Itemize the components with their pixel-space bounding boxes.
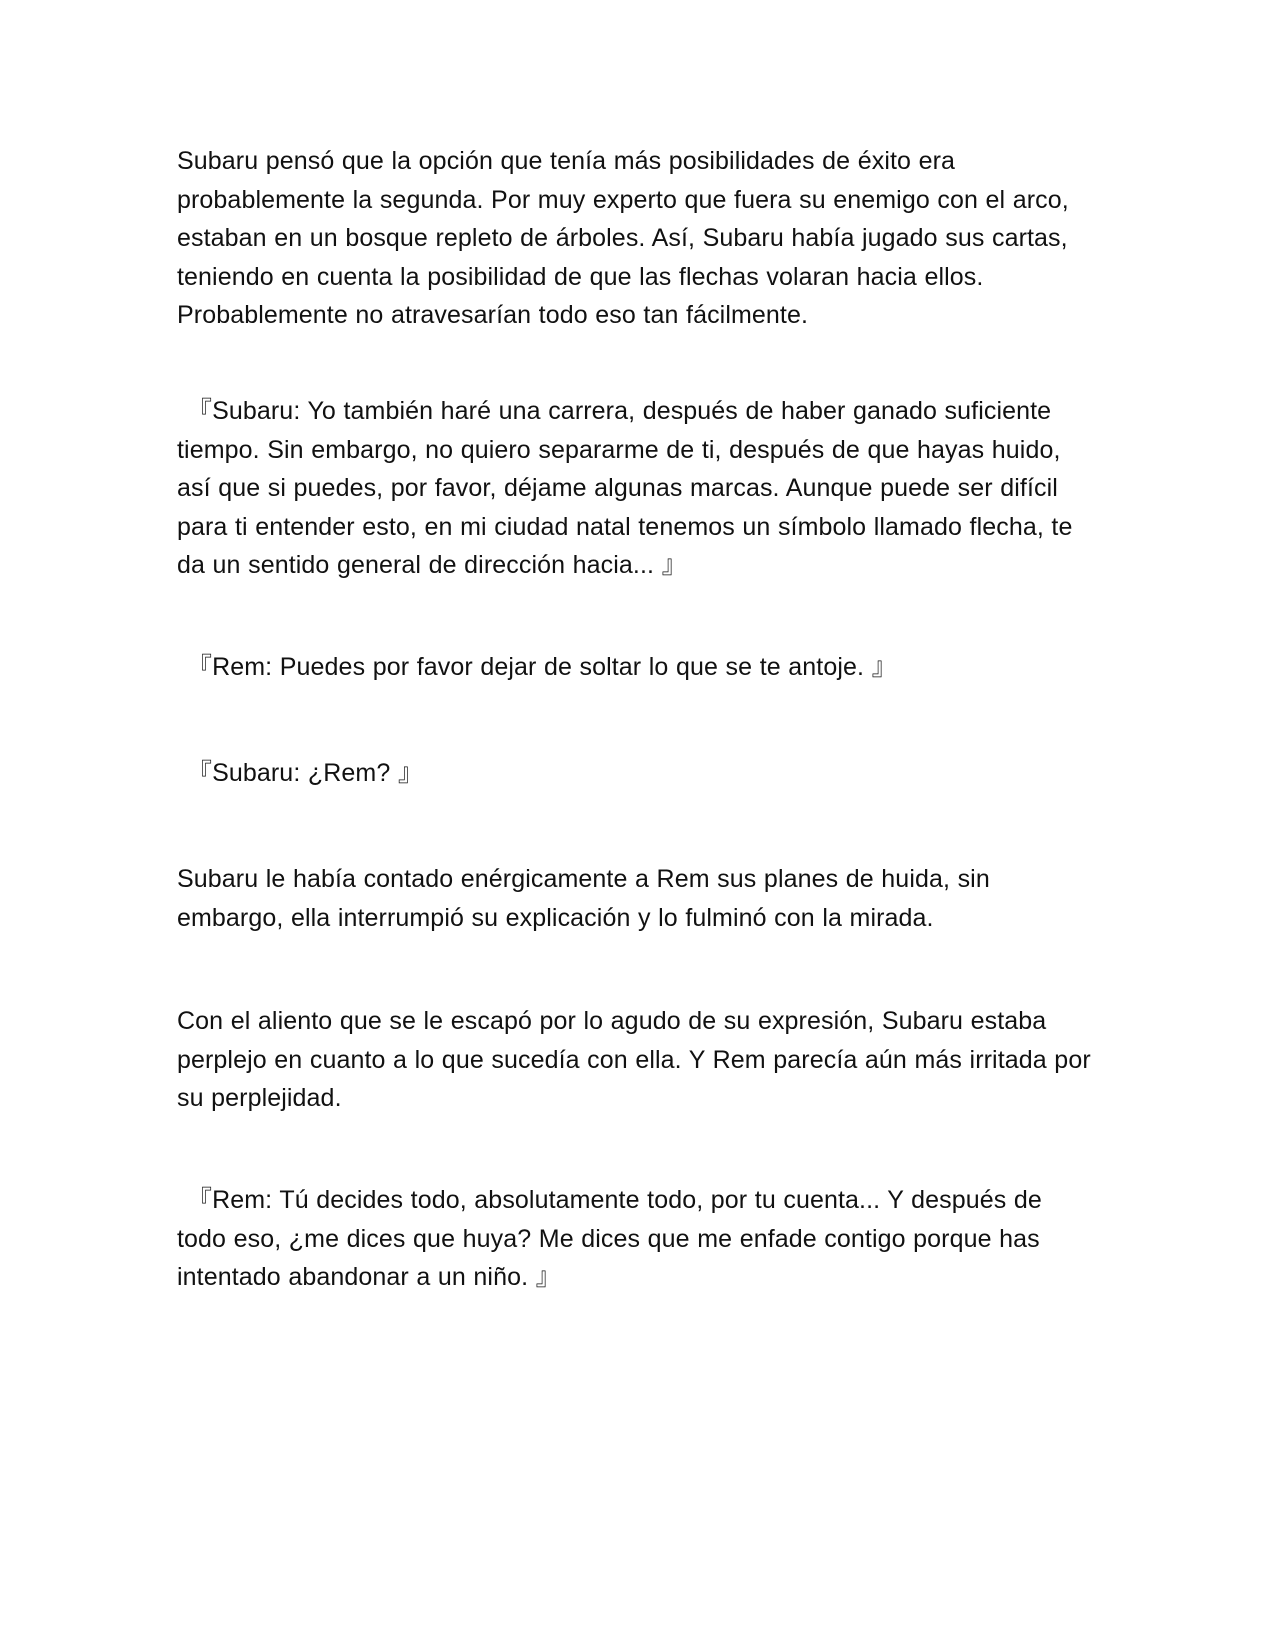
- dialogue-paragraph-subaru-plan: 『Subaru: Yo también haré una carrera, después de haber ganado suficiente tiempo. Sin embargo, no quiero separarme de ti, después de que hayas huido, así que si puedes, por favor, déjame algunas marcas. Aunque puede ser difícil para ti entender esto, en mi ciudad natal tenemos un símbolo llamado flecha, te da un sentido general de dirección hacia... 』: [177, 397, 1073, 579]
- narration-paragraph-1: Subaru pensó que la opción que tenía más posibilidades de éxito era probablemente la segunda. Por muy experto que fuera su enemigo con el arco, estaban en un bosque repleto de árboles. Así, Subaru había jugado sus cartas, teniendo en cuenta la posibilidad de que las flechas volaran hacia ellos. Probablemente no atravesarían todo eso tan fácilmente.: [177, 147, 1069, 329]
- dialogue-paragraph-subaru-question: 『Subaru: ¿Rem? 』: [187, 759, 424, 787]
- narration-paragraph-2: Subaru le había contado enérgicamente a Rem sus planes de huida, sin embargo, ella interrumpió su explicación y lo fulminó con la mirada.: [177, 865, 990, 932]
- dialogue-paragraph-rem-interrupt: 『Rem: Puedes por favor dejar de soltar lo que se te antoje. 』: [187, 653, 897, 681]
- narration-paragraph-3: Con el aliento que se le escapó por lo agudo de su expresión, Subaru estaba perplejo en cuanto a lo que sucedía con ella. Y Rem parecía aún más irritada por su perplejidad.: [177, 1007, 1091, 1112]
- dialogue-paragraph-rem-angry: 『Rem: Tú decides todo, absolutamente todo, por tu cuenta... Y después de todo eso, ¿me dices que huya? Me dices que me enfade contigo porque has intentado abandonar a un niño. 』: [177, 1186, 1042, 1291]
